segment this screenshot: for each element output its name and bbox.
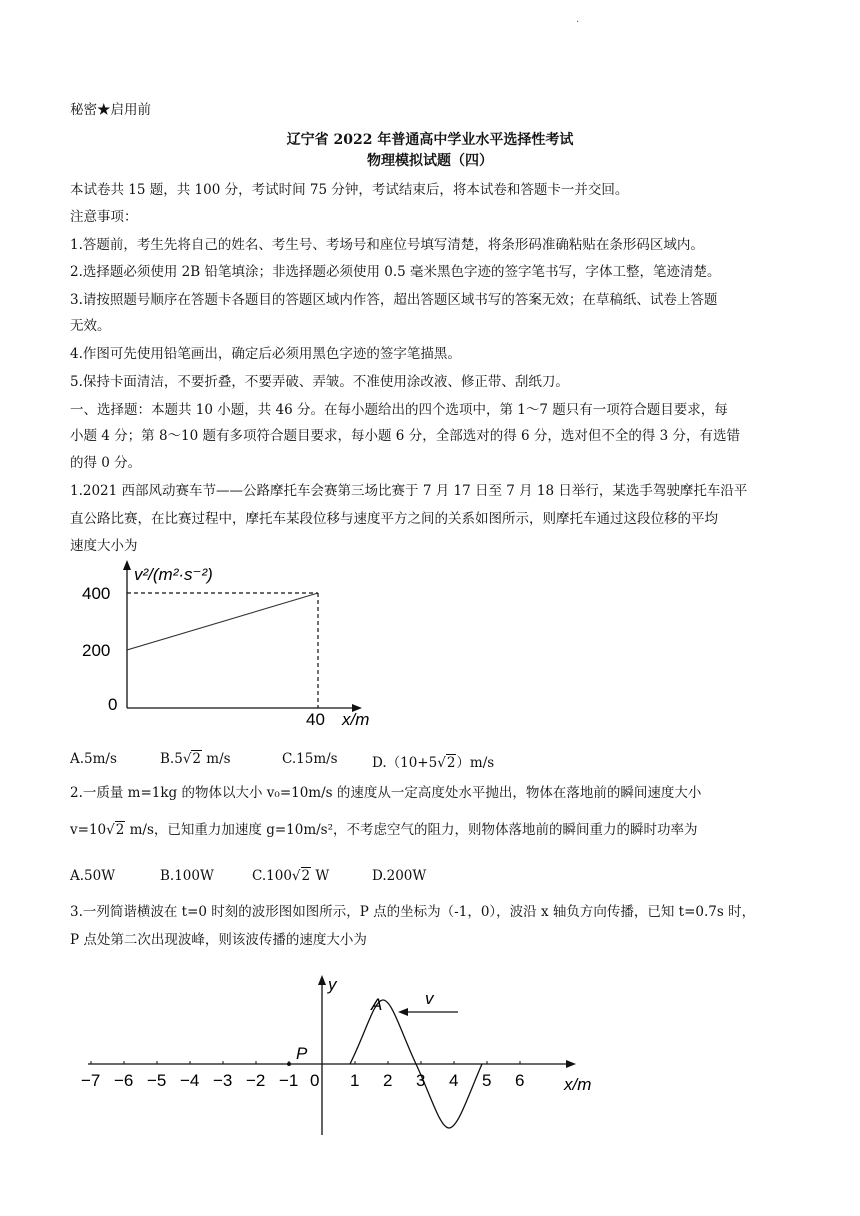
q3-tick-label: 1: [350, 1071, 360, 1090]
q3-text-1: 3.一列简谐横波在 t=0 时刻的波形图如图所示，P 点的坐标为（-1，0），波沿 x 轴负方向传播，已知 t=0.7s 时，: [70, 904, 756, 920]
section-instructions-3: 的得 0 分。: [70, 455, 142, 471]
section-instructions-2: 小题 4 分；第 8～10 题有多项符合题目要求，每小题 6 分，全部选对的得 6 分，选对但不全的得 3 分，有选错: [70, 428, 741, 444]
q3-tick-labels: [81, 1071, 524, 1090]
q1-option-a[interactable]: A.5m/s: [70, 751, 117, 767]
exam-title: 辽宁省 2022 年普通高中学业水平选择性考试: [286, 132, 574, 148]
page-dot: .: [576, 14, 580, 25]
q2-option-d[interactable]: D.200W: [372, 868, 427, 884]
q2-v-pre: v=10: [70, 822, 107, 838]
intro-text: 本试卷共 15 题，共 100 分，考试时间 75 分钟，考试结束后，将本试卷和答题卡一并交回。: [70, 182, 629, 198]
q2-option-b[interactable]: B.100W: [160, 868, 214, 884]
q3-tick-label: 2: [383, 1071, 393, 1090]
q3-point-p: [287, 1062, 291, 1066]
q3-x-arrow: [566, 1060, 576, 1068]
q1-option-d-post: ）m/s: [456, 755, 495, 771]
q1-graph: [82, 558, 412, 733]
q3-tick-label: 4: [449, 1071, 459, 1090]
notice-item-2: 2.选择题必须使用 2B 铅笔填涂；非选择题必须使用 0.5 毫米黑色字迹的签字笔书写，字体工整，笔迹清楚。: [70, 264, 721, 280]
q3-tick-label: 3: [416, 1071, 426, 1090]
q3-tick-label: −7: [81, 1071, 101, 1090]
q3-tick-label: −6: [114, 1071, 134, 1090]
q3-tick-label: −1: [279, 1071, 299, 1090]
q2-option-c[interactable]: C.100√2 W: [252, 868, 330, 884]
q1-option-c[interactable]: C.15m/s: [282, 751, 338, 767]
q1-y-label: v²/(m²·s⁻²): [134, 565, 213, 584]
q1-tick-400: 400: [82, 584, 111, 603]
q3-wave-graph: [81, 970, 628, 1140]
notice-item-3-cont: 无效。: [70, 318, 111, 334]
q3-velocity-arrow-head: [398, 1008, 408, 1016]
notice-item-3: 3.请按照题号顺序在答题卡各题目的答题区域内作答，超出答题区域书写的答案无效；在草稿纸、试卷上答题: [70, 292, 718, 308]
q2-text-2: v=10√2 m/s，已知重力加速度 g=10m/s²，不考虑空气的阻力，则物体落地前的瞬间重力的瞬时功率为: [70, 822, 698, 838]
q3-text-2: P 点处第二次出现波峰，则该波传播的速度大小为: [70, 932, 367, 948]
q1-option-d[interactable]: D.（10+5√2）m/s: [372, 755, 495, 771]
q2-text-1: 2.一质量 m=1kg 的物体以大小 v₀=10m/s 的速度从一定高度处水平抛出，物体在落地前的瞬间速度大小: [70, 785, 702, 801]
q3-label-a: A: [371, 995, 383, 1014]
notice-item-4: 4.作图可先使用铅笔画出，确定后必须用黑色字迹的签字笔描黑。: [70, 346, 461, 362]
q1-text-2: 直公路比赛，在比赛过程中，摩托车某段位移与速度平方之间的关系如图所示，则摩托车通过这段位移的平均: [70, 511, 718, 527]
q1-text-1: 1.2021 西部风动赛车节——公路摩托车会赛第三场比赛于 7 月 17 日至 7 月 18 日举行，某选手驾驶摩托车沿平: [70, 483, 748, 499]
q1-tick-0: 0: [108, 695, 118, 714]
q2-option-a[interactable]: A.50W: [70, 868, 116, 884]
q2-v-radicand: 2: [115, 822, 125, 838]
notice-item-1: 1.答题前，考生先将自己的姓名、考生号、考场号和座位号填写清楚，将条形码准确粘贴在条形码区域内。: [70, 237, 704, 253]
q2-v-post: m/s，已知重力加速度 g=10m/s²，不考虑空气的阻力，则物体落地前的瞬间重力的瞬时功率为: [125, 822, 698, 838]
q1-tick-200: 200: [82, 641, 111, 660]
q3-x-label: x/m: [564, 1075, 592, 1094]
exam-subtitle: 物理模拟试题（四）: [367, 153, 493, 169]
section-instructions-1: 一、选择题：本题共 10 小题，共 46 分。在每小题给出的四个选项中，第 1～7 题只有一项符合题目要求，每: [70, 402, 728, 418]
q1-x-label: x/m: [342, 710, 370, 729]
q1-option-d-radicand: 2: [446, 755, 456, 771]
q3-y-label: y: [328, 975, 337, 994]
q1-option-b-radicand: 2: [192, 751, 202, 767]
q1-text-3: 速度大小为: [70, 538, 138, 554]
q1-y-arrow: [123, 560, 131, 570]
q3-tick-label: 0: [310, 1071, 320, 1090]
q2-option-c-radicand: 2: [301, 868, 311, 884]
q3-tick-label: 6: [515, 1071, 525, 1090]
q1-option-b-pre: B.5: [160, 751, 183, 767]
q3-label-p: P: [296, 1044, 308, 1063]
notice-item-5: 5.保持卡面清洁，不要折叠，不要弄破、弄皱。不准使用涂改液、修正带、刮纸刀。: [70, 374, 569, 390]
q3-y-arrow: [318, 975, 326, 985]
q2-option-c-pre: C.100: [252, 868, 292, 884]
q3-tick-label: 5: [482, 1071, 492, 1090]
q1-option-b-post: m/s: [202, 751, 231, 767]
q2-option-c-post: W: [311, 868, 330, 884]
q3-tick-label: −3: [213, 1071, 233, 1090]
q1-tick-40: 40: [306, 710, 325, 729]
q1-option-b[interactable]: B.5√2 m/s: [160, 751, 231, 767]
q3-label-v: v: [425, 989, 434, 1008]
q3-tick-label: −5: [147, 1071, 167, 1090]
q3-tick-label: −4: [180, 1071, 200, 1090]
notice-label: 注意事项：: [70, 209, 138, 225]
q1-option-d-pre: D.（10+5: [372, 755, 438, 771]
q1-line: [127, 593, 318, 650]
q3-tick-label: −2: [246, 1071, 266, 1090]
secret-label: 秘密★启用前: [70, 102, 151, 118]
